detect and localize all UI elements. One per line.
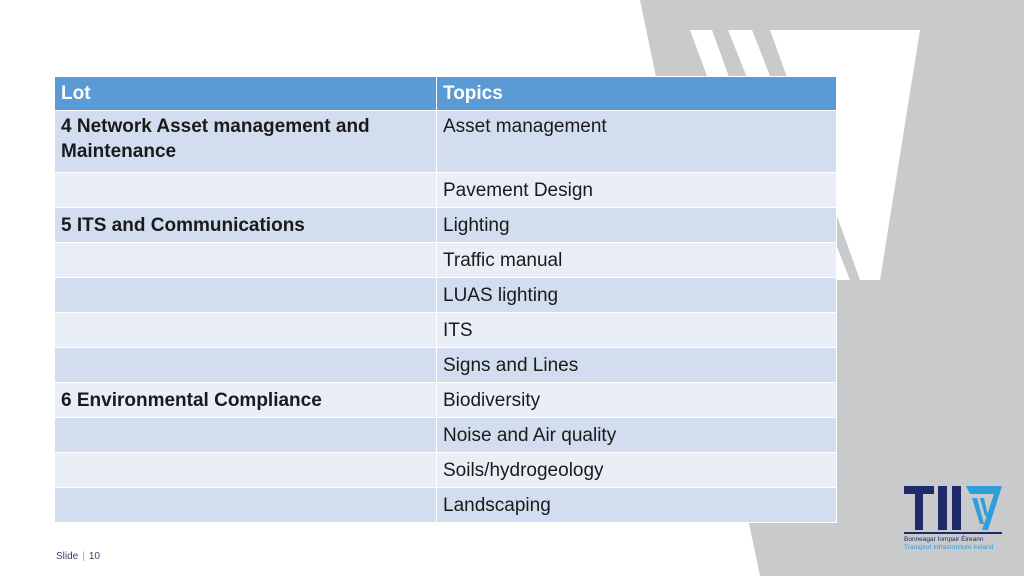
table-row	[55, 488, 837, 523]
table-row	[55, 383, 837, 418]
table-row	[55, 348, 837, 383]
table-row	[55, 111, 837, 173]
topic-cell: Pavement Design	[437, 173, 837, 208]
topic-cell: Biodiversity	[437, 383, 837, 418]
table-row	[55, 278, 837, 313]
lot-cell: 5 ITS and Communications	[55, 208, 437, 243]
topic-cell: Noise and Air quality	[437, 418, 837, 453]
slide-footer	[56, 551, 100, 562]
topic-cell: Landscaping	[437, 488, 837, 523]
lots-table	[54, 76, 837, 523]
lot-cell: 6 Environmental Compliance	[55, 383, 437, 418]
lot-cell	[55, 418, 437, 453]
topic-cell: LUAS lighting	[437, 278, 837, 313]
lot-cell	[55, 173, 437, 208]
table-row	[55, 418, 837, 453]
tii-logo-mark	[904, 486, 1004, 536]
lot-cell	[55, 243, 437, 278]
table-row	[55, 313, 837, 348]
slide-label: Slide	[56, 551, 79, 562]
header-topics: Topics	[437, 77, 837, 111]
slide-number: 10	[88, 551, 100, 562]
logo-english-name: Transport Infrastructure Ireland	[904, 544, 994, 551]
lot-cell	[55, 453, 437, 488]
topic-cell: Soils/hydrogeology	[437, 453, 837, 488]
topic-cell: Lighting	[437, 208, 837, 243]
topic-cell: Asset management	[437, 111, 837, 173]
topic-cell: ITS	[437, 313, 837, 348]
table-row	[55, 208, 837, 243]
topic-cell: Traffic manual	[437, 243, 837, 278]
table-row	[55, 173, 837, 208]
table-row	[55, 243, 837, 278]
lot-cell: 4 Network Asset management and Maintenance	[55, 111, 437, 173]
lot-cell	[55, 278, 437, 313]
logo-irish-name: Bonneagar Iompair Éireann	[904, 536, 984, 543]
slide-separator: |	[82, 551, 85, 562]
header-lot: Lot	[55, 77, 437, 111]
table-header-row	[55, 77, 837, 111]
table-row	[55, 453, 837, 488]
lot-cell	[55, 313, 437, 348]
lot-cell	[55, 488, 437, 523]
topic-cell: Signs and Lines	[437, 348, 837, 383]
tii-logo	[902, 486, 1006, 556]
lot-cell	[55, 348, 437, 383]
